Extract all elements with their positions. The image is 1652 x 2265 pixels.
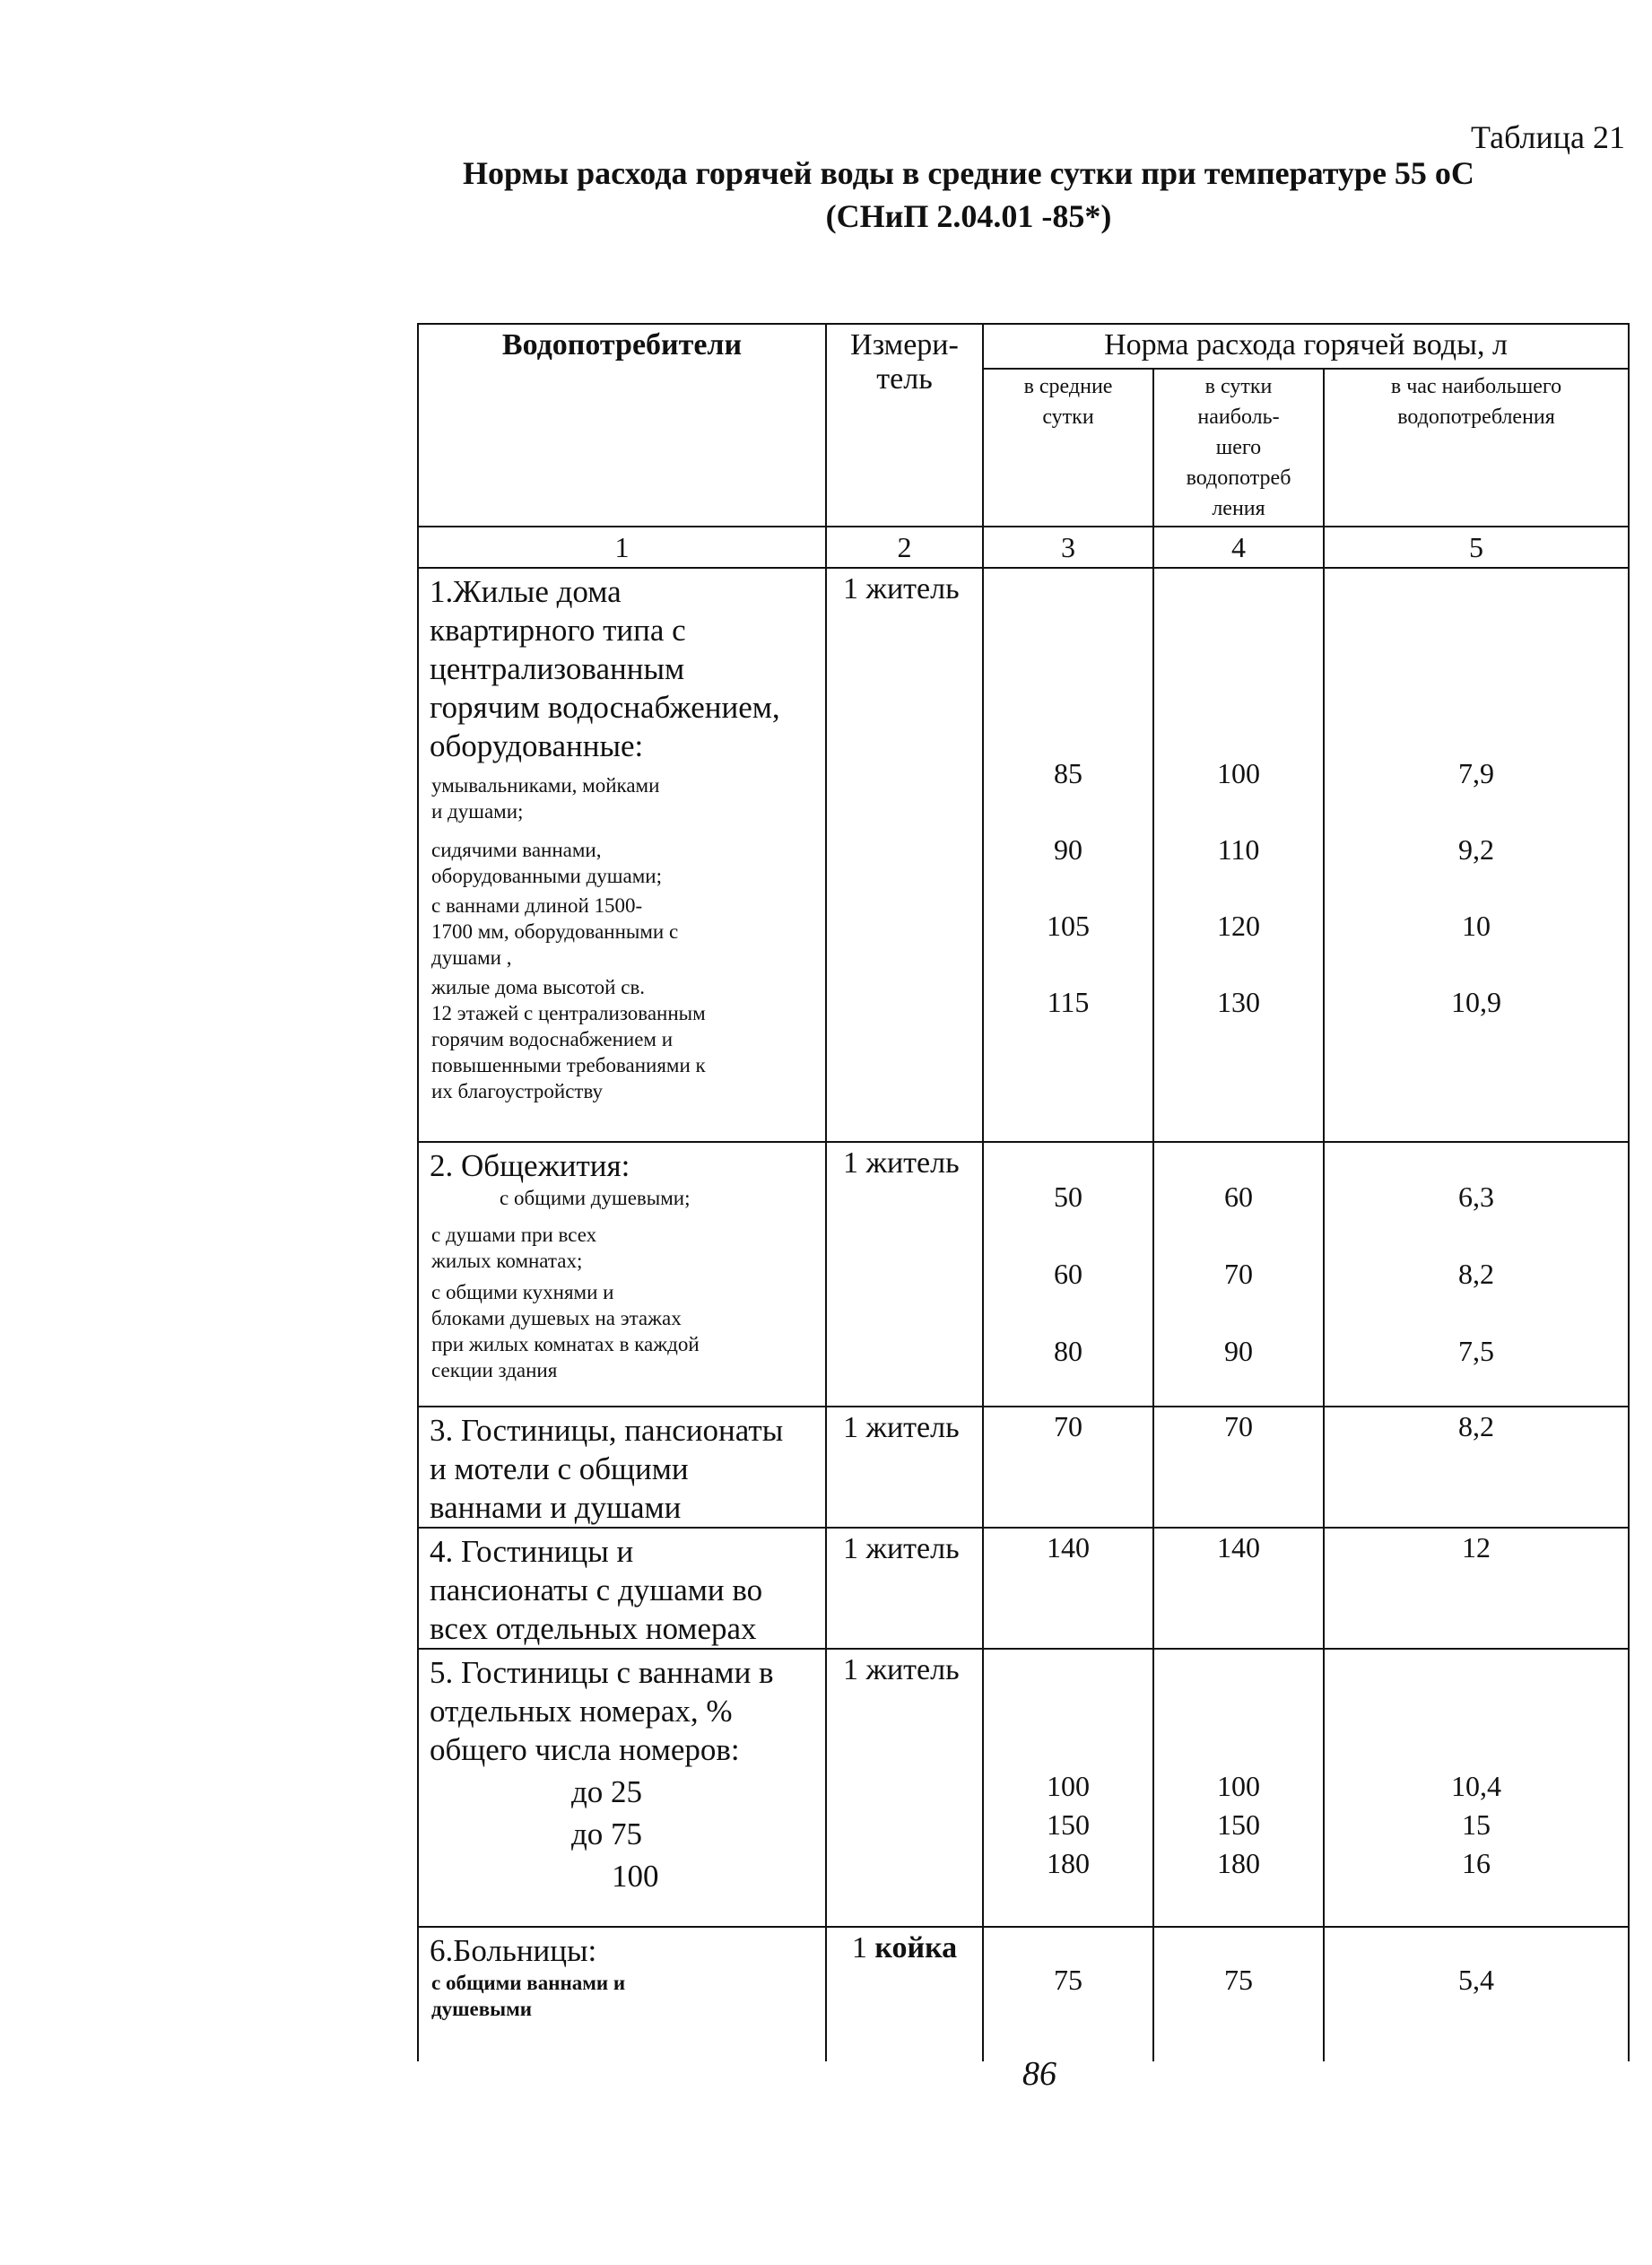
row-item: с душами при всех жилых комнатах; — [431, 1224, 597, 1272]
value-cell — [983, 1142, 1153, 1407]
value-cell — [1153, 1927, 1324, 2061]
row-item: до 25 — [571, 1774, 643, 1809]
col-header-avg-day: в средние сутки — [983, 369, 1153, 527]
value: 115 — [1047, 986, 1090, 1018]
consumer-cell — [418, 568, 826, 1142]
column-number: 3 — [983, 527, 1153, 568]
col-header-norm-group: Норма расхода горячей воды, л — [983, 324, 1629, 369]
value-cell — [983, 1927, 1153, 2061]
value: 10,4 — [1451, 1770, 1501, 1802]
consumer-cell — [418, 1927, 826, 2061]
value: 70 — [1153, 1407, 1324, 1528]
norms-table — [417, 323, 1628, 2061]
col-header-max-day: в сутки наиболь- шего водопотреб ления — [1153, 369, 1324, 527]
value: 70 — [1224, 1258, 1253, 1290]
value-cell — [983, 1649, 1153, 1927]
row-item: сидячими ваннами, оборудованными душами; — [431, 839, 662, 887]
table-row — [418, 1142, 1629, 1407]
value-cell — [1153, 1649, 1324, 1927]
value: 75 — [1224, 1964, 1253, 1996]
row-item: с общими ваннами и душевыми — [431, 1972, 626, 2020]
table-title: Нормы расхода горячей воды в средние сутки при температуре 55 оС — [463, 155, 1474, 191]
value: 7,9 — [1458, 757, 1494, 789]
value: 150 — [1217, 1808, 1260, 1841]
value: 70 — [983, 1407, 1153, 1528]
unit-cell: 1 житель — [826, 1649, 983, 1927]
value-cell — [1324, 1927, 1629, 2061]
table-row — [418, 1407, 1629, 1528]
col-header-unit: Измери- тель — [826, 324, 983, 527]
consumer-cell — [418, 1649, 826, 1927]
value: 7,5 — [1458, 1335, 1494, 1367]
column-number: 2 — [826, 527, 983, 568]
unit-cell: 1 житель — [826, 1407, 983, 1528]
value: 120 — [1217, 910, 1260, 942]
value-cell — [1324, 568, 1629, 1142]
unit-cell: 1 житель — [826, 1528, 983, 1649]
value: 85 — [1054, 757, 1082, 789]
row-title: 5. Гостиницы с ваннами в отдельных номерах, % общего числа номеров: — [430, 1655, 774, 1767]
value: 105 — [1047, 910, 1090, 942]
row-title: 1.Жилые дома квартирного типа с централизованным горячим водоснабжением, оборудованные: — [430, 574, 780, 763]
value: 140 — [1153, 1528, 1324, 1649]
value: 90 — [1054, 833, 1082, 866]
value: 180 — [1047, 1847, 1090, 1879]
value: 130 — [1217, 986, 1260, 1018]
row-item: с ваннами длиной 1500- 1700 мм, оборудованными с душами , — [431, 894, 679, 969]
col-header-consumers: Водопотребители — [418, 324, 826, 527]
column-number: 4 — [1153, 527, 1324, 568]
unit-cell: 1 житель — [826, 568, 983, 1142]
value: 16 — [1462, 1847, 1491, 1879]
value: 180 — [1217, 1847, 1260, 1879]
row-title: 2. Общежития: — [430, 1148, 630, 1183]
column-number: 5 — [1324, 527, 1629, 568]
value: 90 — [1224, 1335, 1253, 1367]
value: 150 — [1047, 1808, 1090, 1841]
value: 6,3 — [1458, 1180, 1494, 1213]
value: 15 — [1462, 1808, 1491, 1841]
value: 110 — [1217, 833, 1260, 866]
value: 80 — [1054, 1335, 1082, 1367]
value: 100 — [1047, 1770, 1090, 1802]
value: 8,2 — [1458, 1258, 1494, 1290]
unit-cell: 1 житель — [826, 1142, 983, 1407]
value: 60 — [1224, 1180, 1253, 1213]
value: 140 — [983, 1528, 1153, 1649]
row-title: 6.Больницы: — [430, 1933, 597, 1968]
value-cell — [1324, 1649, 1629, 1927]
value: 50 — [1054, 1180, 1082, 1213]
row-title: 3. Гостиницы, пансионаты и мотели с общими ваннами и душами — [418, 1407, 826, 1528]
col-header-max-hour: в час наибольшего водопотребления — [1324, 369, 1629, 527]
value: 10 — [1462, 910, 1491, 942]
table-row — [418, 1927, 1629, 2061]
row-title: 4. Гостиницы и пансионаты с душами во всех отдельных номерах — [418, 1528, 826, 1649]
value: 12 — [1324, 1528, 1629, 1649]
row-item: с общими кухнями и блоками душевых на этажах при жилых комнатах в каждой секции здания — [431, 1281, 700, 1381]
table-number: Таблица 21 — [1471, 119, 1625, 155]
value: 100 — [1217, 1770, 1260, 1802]
value: 9,2 — [1458, 833, 1494, 866]
value-cell — [983, 568, 1153, 1142]
row-item: умывальниками, мойками и душами; — [431, 774, 660, 823]
row-item: 100 — [612, 1859, 659, 1894]
column-number: 1 — [418, 527, 826, 568]
value: 8,2 — [1324, 1407, 1629, 1528]
value-cell — [1153, 568, 1324, 1142]
column-numbers-row — [418, 527, 1629, 568]
consumer-cell — [418, 1142, 826, 1407]
value: 75 — [1054, 1964, 1082, 1996]
value-cell — [1153, 1142, 1324, 1407]
table-subtitle: (СНиП 2.04.01 -85*) — [825, 198, 1112, 234]
value-cell — [1324, 1142, 1629, 1407]
row-item: жилые дома высотой св. 12 этажей с централизованным горячим водоснабжением и повышенными требованиями к их благоустройству — [431, 976, 706, 1102]
table-row — [418, 568, 1629, 1142]
row-item: с общими душевыми; — [500, 1187, 691, 1209]
table-row — [418, 1528, 1629, 1649]
page-number: 86 — [1022, 2055, 1056, 2093]
table-row — [418, 1649, 1629, 1927]
row-item: до 75 — [571, 1816, 643, 1851]
value: 10,9 — [1451, 986, 1501, 1018]
unit-cell: 1 койка — [826, 1927, 983, 2061]
value: 60 — [1054, 1258, 1082, 1290]
value: 100 — [1217, 757, 1260, 789]
value: 5,4 — [1458, 1964, 1494, 1996]
unit-bold: койка — [874, 1931, 958, 1964]
